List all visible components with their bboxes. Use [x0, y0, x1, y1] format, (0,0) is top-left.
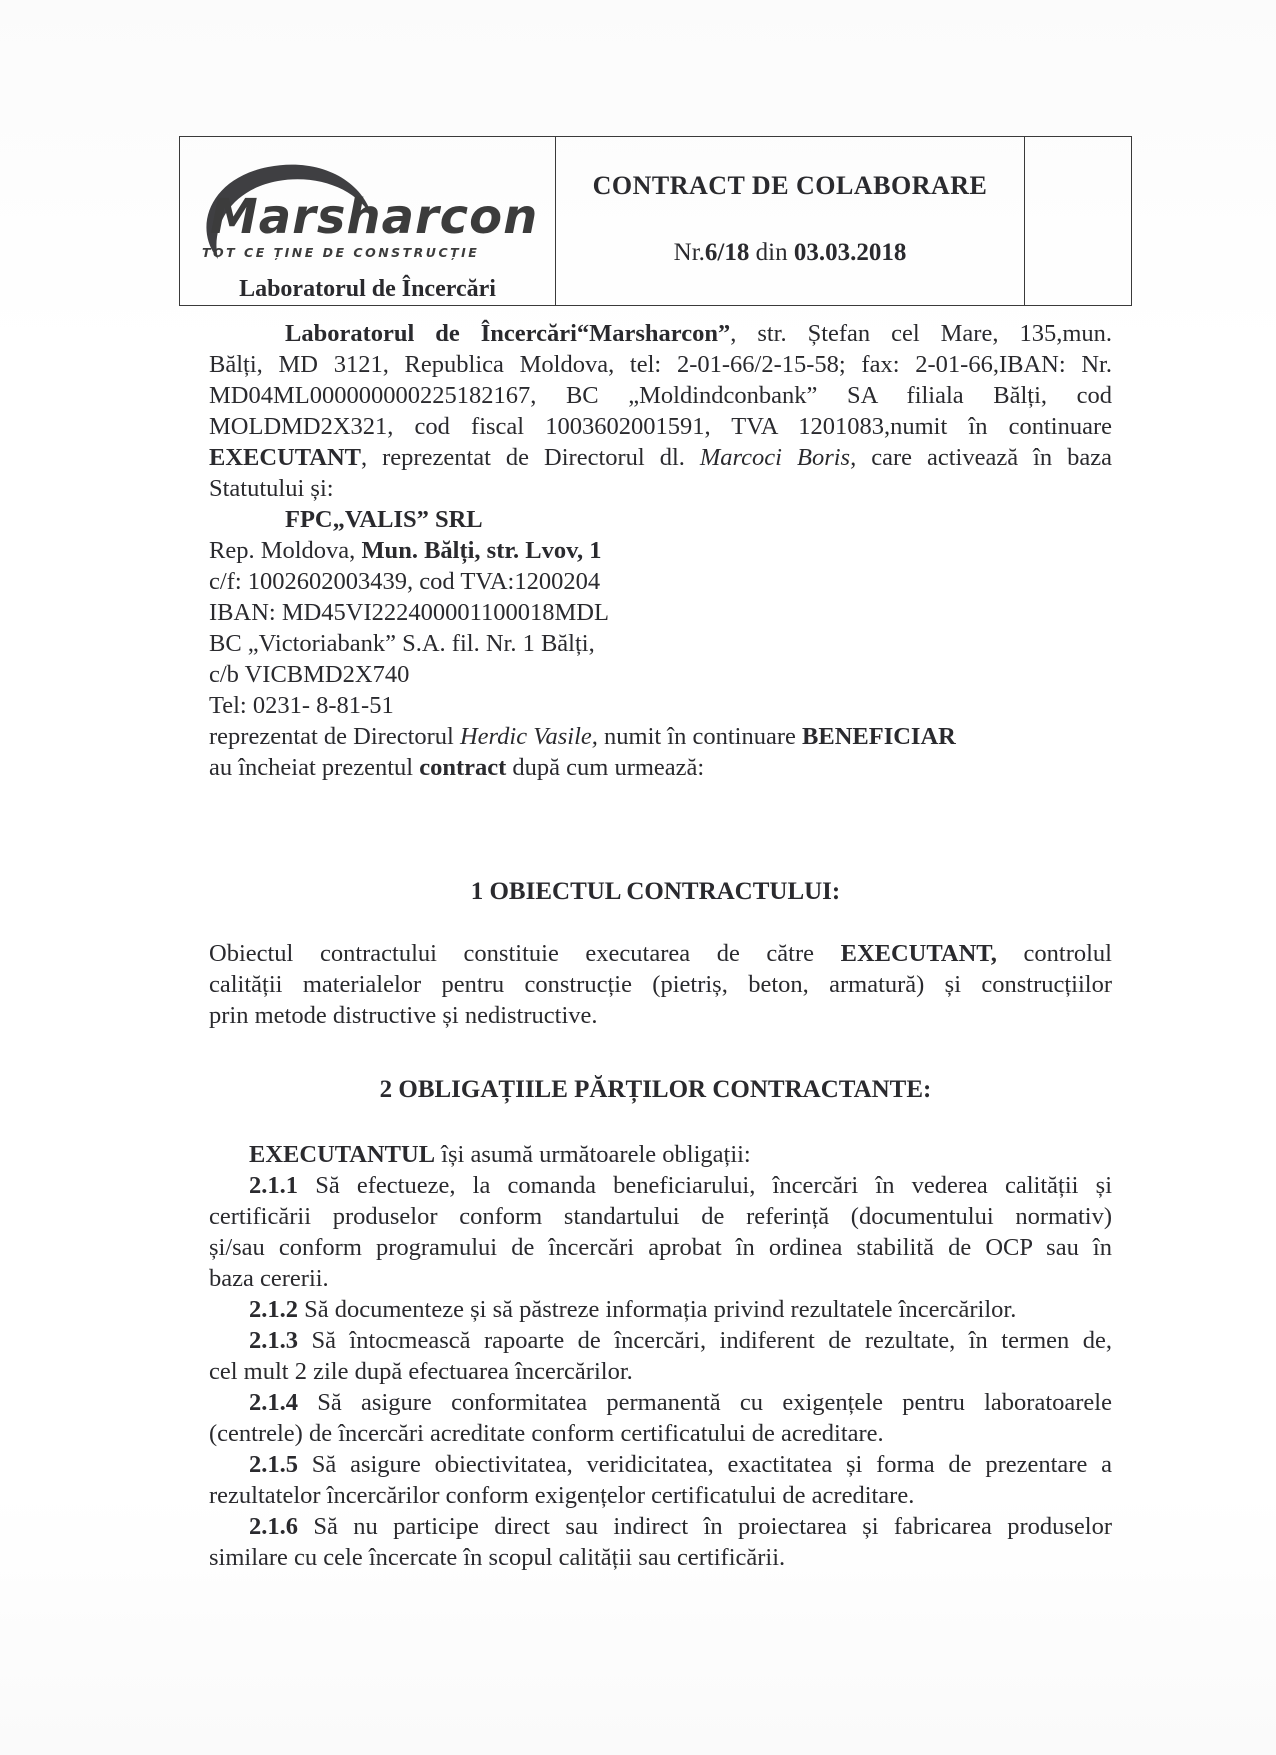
s1-line1-post: controlul	[996, 940, 1112, 967]
beneficiar-block	[209, 504, 1112, 783]
executant-line-5	[209, 442, 1112, 473]
clause-text: Să efectueze, la comanda beneficiarului, încercări în vederea calității și	[298, 1172, 1112, 1199]
beneficiar-bank-code: c/b VICBMD2X740	[209, 661, 410, 688]
number-prefix: Nr.	[673, 239, 705, 266]
empty-cell	[1025, 137, 1131, 305]
clause-2-1-6-line-2: similare cu cele încercate în scopul calității sau certificării.	[209, 1544, 786, 1571]
executant-role: EXECUTANT	[209, 444, 362, 471]
clause-2-1-2-line-1	[209, 1294, 1112, 1325]
section-2-heading: 2 OBLIGAȚIILE PĂRȚILOR CONTRACTANTE:	[379, 1076, 932, 1103]
logo-brand: Marsharcon	[210, 189, 539, 245]
clause-2-1-1-line-1	[209, 1170, 1112, 1201]
clause-2-1-5-line-1	[209, 1449, 1112, 1480]
clause-2-1-1-line-3: și/sau conform programului de încercări aprobat în ordinea stabilită de OCP sau în	[209, 1234, 1112, 1261]
clause-text: Să asigure conformitatea permanentă cu exigențele pentru laboratoarele	[298, 1389, 1112, 1416]
clause-number: 2.1.2	[249, 1296, 298, 1323]
executant-address: , str. Ștefan cel Mare, 135,mun.	[730, 320, 1112, 347]
section-1-body	[209, 938, 1112, 1031]
section-2-intro	[209, 1139, 1112, 1170]
concluded-post: după cum urmează:	[506, 754, 705, 781]
clause-text: Să documenteze și să păstreze informația privind rezultatele încercărilor.	[298, 1296, 1017, 1323]
executant-paragraph	[209, 318, 1112, 504]
beneficiar-rep-text: reprezentat de Directorul	[209, 723, 460, 750]
beneficiar-tel: Tel: 0231- 8-81-51	[209, 692, 394, 719]
section-2-body	[209, 1139, 1112, 1573]
s2-executantul: EXECUTANTUL	[249, 1141, 436, 1168]
executant-line-3: MD04ML000000000225182167, BC „Moldindconbank” SA filiala Bălți, cod	[209, 382, 1112, 409]
executant-line-4: MOLDMD2X321, cod fiscal 1003602001591, TVA 1201083,numit în continuare	[209, 413, 1112, 440]
logo-tagline: TOT CE ȚINE DE CONSTRUCȚIE	[202, 245, 480, 260]
section-1-heading: 1 OBIECTUL CONTRACTULUI:	[470, 878, 841, 905]
section-1-line-3: prin metode distructive și nedistructive.	[209, 1002, 598, 1029]
clause-2-1-3-line-1	[209, 1325, 1112, 1356]
section-1-line-1	[209, 938, 1112, 969]
section-1-line-2: calității materialelor pentru construcție (pietriș, beton, armatură) și construcțiilor	[209, 971, 1112, 998]
executant-line-6: Statutului și:	[209, 475, 334, 502]
executant-line-2: Bălți, MD 3121, Republica Moldova, tel: 2-01-66/2-15-58; fax: 2-01-66,IBAN: Nr.	[209, 351, 1112, 378]
executant-rep-text: , reprezentat de Directorul dl.	[361, 444, 700, 471]
beneficiar-street: Mun. Bălți, str. Lvov, 1	[361, 537, 602, 564]
logo-cell	[180, 137, 556, 305]
logo-department: Laboratorul de Încercări	[239, 276, 496, 302]
s1-executant: EXECUTANT,	[840, 940, 997, 967]
clause-2-1-3-line-2: cel mult 2 zile după efectuarea încercărilor.	[209, 1358, 633, 1385]
contract-concluded	[209, 752, 1112, 783]
beneficiar-address	[209, 535, 1112, 566]
beneficiar-representative	[209, 721, 1112, 752]
clause-2-1-1-line-4: baza cererii.	[209, 1265, 329, 1292]
beneficiar-rep-mid: numit în continuare	[597, 723, 803, 750]
s2-intro-text: își asumă următoarele obligații:	[435, 1141, 751, 1168]
executant-line-1	[209, 318, 1112, 349]
clause-2-1-4-line-1	[209, 1387, 1112, 1418]
contract-number: 6/18	[704, 239, 750, 266]
document-title: CONTRACT DE COLABORARE	[592, 171, 988, 200]
clause-number: 2.1.1	[249, 1172, 298, 1199]
title-cell	[556, 137, 1025, 305]
contract-date: 03.03.2018	[793, 239, 907, 266]
clause-2-1-6-line-1	[209, 1511, 1112, 1542]
executant-director: Marcoci Boris,	[699, 444, 857, 471]
date-prefix: din	[749, 239, 794, 266]
clause-text: Să nu participe direct sau indirect în proiectarea și fabricarea produselor	[298, 1513, 1112, 1540]
document-number	[556, 239, 1024, 267]
concluded-pre: au încheiat prezentul	[209, 754, 420, 781]
clause-number: 2.1.4	[249, 1389, 298, 1416]
clause-number: 2.1.6	[249, 1513, 298, 1540]
clause-2-1-1-line-2: certificării produselor conform standartului de referință (documentului normativ)	[209, 1203, 1112, 1230]
beneficiar-director: Herdic Vasile,	[459, 723, 598, 750]
executant-name: Laboratorul de Încercări“Marsharcon”	[285, 320, 731, 347]
s1-line1-pre: Obiectul contractului constituie executarea de către	[209, 940, 841, 967]
beneficiar-fiscal: c/f: 1002602003439, cod TVA:1200204	[209, 568, 601, 595]
beneficiar-role: BENEFICIAR	[802, 723, 956, 750]
executant-rep-tail: care activează în baza	[856, 444, 1112, 471]
clause-2-1-5-line-2: rezultatelor încercărilor conform exigențelor certificatului de acreditare.	[209, 1482, 915, 1509]
beneficiar-country: Rep. Moldova,	[209, 537, 362, 564]
clause-text: Să asigure obiectivitatea, veridicitatea, exactitatea și forma de prezentare a	[298, 1451, 1112, 1478]
beneficiar-bank: BC „Victoriabank” S.A. fil. Nr. 1 Bălți,	[209, 630, 595, 657]
concluded-bold: contract	[419, 754, 507, 781]
header-table	[179, 136, 1132, 306]
clause-number: 2.1.3	[249, 1327, 298, 1354]
beneficiar-name: FPC„VALIS” SRL	[285, 506, 483, 533]
beneficiar-iban: IBAN: MD45VI222400001100018MDL	[209, 599, 609, 626]
clause-2-1-4-line-2: (centrele) de încercări acreditate conform certificatului de acreditare.	[209, 1420, 884, 1447]
clause-number: 2.1.5	[249, 1451, 298, 1478]
clause-text: Să întocmească rapoarte de încercări, indiferent de rezultate, în termen de,	[298, 1327, 1112, 1354]
